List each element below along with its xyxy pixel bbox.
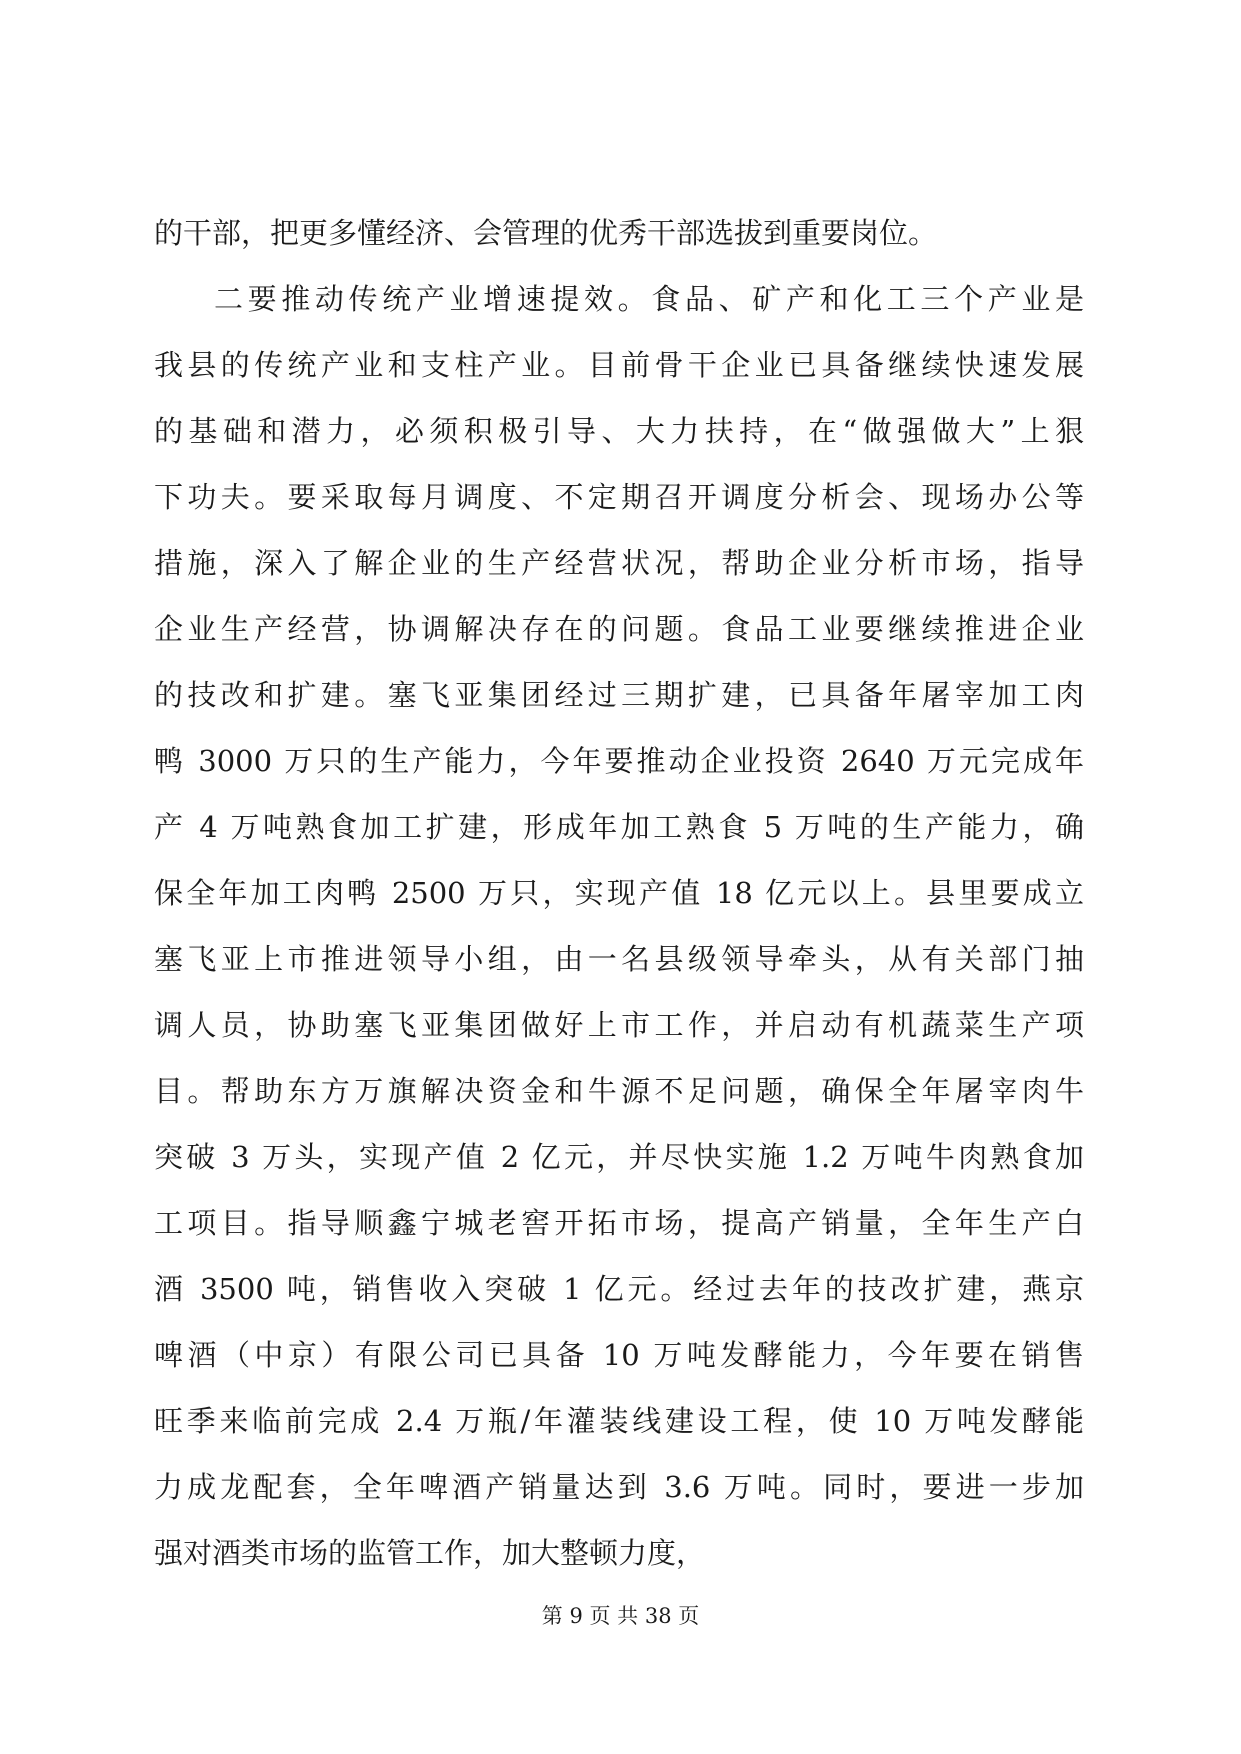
text-line: 工项目。指导顺鑫宁城老窖开拓市场，提高产销量，全年生产白 — [154, 1206, 1084, 1240]
text-line: 产 4 万吨熟食加工扩建，形成年加工熟食 5 万吨的生产能力，确 — [154, 810, 1084, 844]
text-line: 力成龙配套，全年啤酒产销量达到 3.6 万吨。同时，要进一步加 — [154, 1470, 1084, 1504]
page-number-footer: 第 9 页 共 38 页 — [541, 1604, 700, 1628]
text-line: 我县的传统产业和支柱产业。目前骨干企业已具备继续快速发展 — [154, 348, 1084, 382]
text-line: 啤酒（中京）有限公司已具备 10 万吨发酵能力，今年要在销售 — [154, 1338, 1084, 1372]
text-line: 调人员，协助塞飞亚集团做好上市工作，并启动有机蔬菜生产项 — [154, 1008, 1084, 1042]
text-line: 的基础和潜力，必须积极引导、大力扶持，在“做强做大”上狠 — [154, 414, 1084, 448]
text-line: 企业生产经营，协调解决存在的问题。食品工业要继续推进企业 — [154, 612, 1084, 646]
text-line: 旺季来临前完成 2.4 万瓶/年灌装线建设工程，使 10 万吨发酵能 — [154, 1404, 1084, 1438]
text-line: 强对酒类市场的监管工作，加大整顿力度， — [154, 1536, 706, 1570]
text-line: 目。帮助东方万旗解决资金和牛源不足问题，确保全年屠宰肉牛 — [154, 1074, 1084, 1108]
text-line: 鸭 3000 万只的生产能力，今年要推动企业投资 2640 万元完成年 — [154, 744, 1084, 778]
paragraph-first-line: 二要推动传统产业增速提效。食品、矿产和化工三个产业是 — [214, 282, 1084, 316]
text-line: 下功夫。要采取每月调度、不定期召开调度分析会、现场办公等 — [154, 480, 1084, 514]
text-line: 保全年加工肉鸭 2500 万只，实现产值 18 亿元以上。县里要成立 — [154, 876, 1084, 910]
text-line: 的干部，把更多懂经济、会管理的优秀干部选拔到重要岗位。 — [154, 216, 938, 250]
text-line: 的技改和扩建。塞飞亚集团经过三期扩建，已具备年屠宰加工肉 — [154, 678, 1084, 712]
text-line: 措施，深入了解企业的生产经营状况，帮助企业分析市场，指导 — [154, 546, 1084, 580]
text-line: 酒 3500 吨，销售收入突破 1 亿元。经过去年的技改扩建，燕京 — [154, 1272, 1084, 1306]
text-line: 塞飞亚上市推进领导小组，由一名县级领导牵头，从有关部门抽 — [154, 942, 1084, 976]
text-line: 突破 3 万头，实现产值 2 亿元，并尽快实施 1.2 万吨牛肉熟食加 — [154, 1140, 1084, 1174]
